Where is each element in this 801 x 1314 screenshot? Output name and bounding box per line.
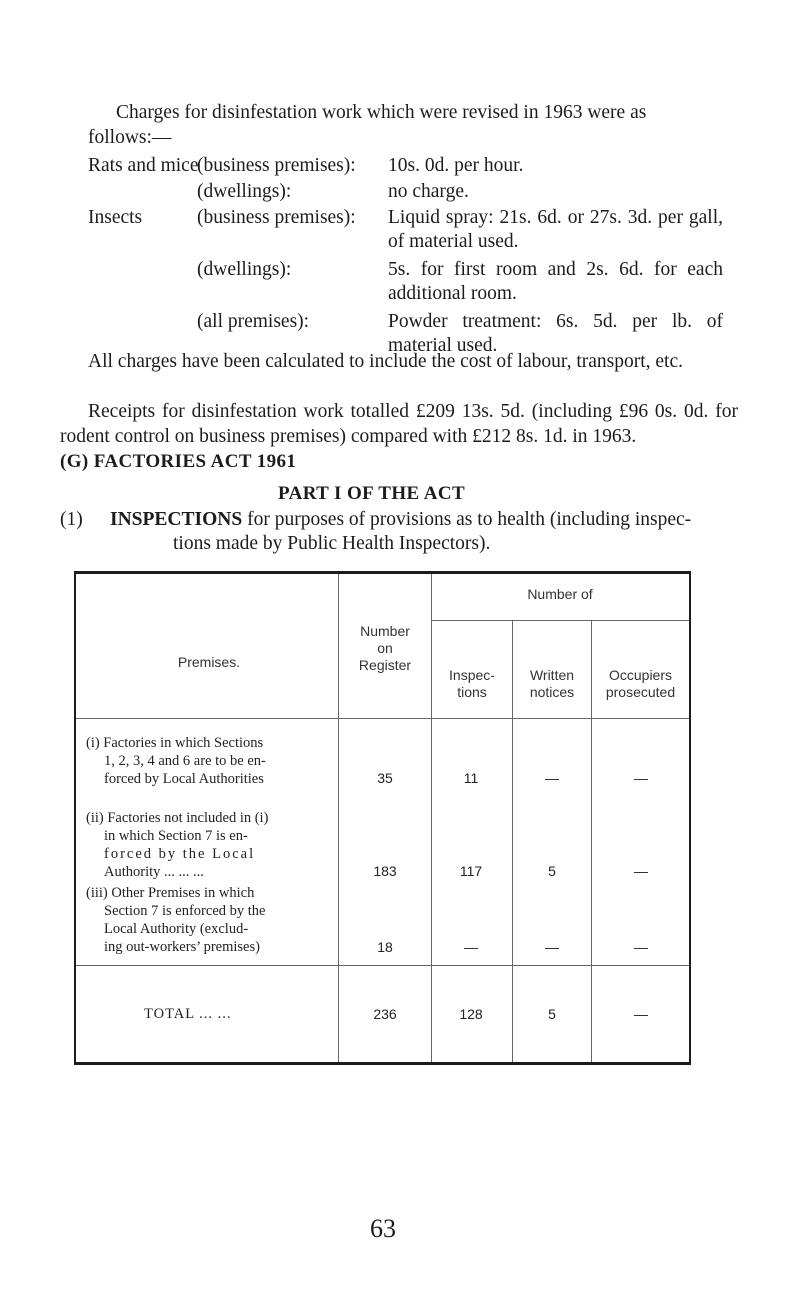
charge-amount: 10s. 0d. per hour.	[388, 155, 524, 176]
intro-paragraph	[88, 100, 728, 150]
row-inspections: 117	[459, 863, 483, 879]
header-inspections-line: tions	[457, 684, 487, 700]
total-top-rule	[76, 965, 689, 966]
row-register: 183	[373, 863, 397, 879]
row-label-line: forced by Local Authorities	[104, 771, 264, 787]
total-occupiers-prosecuted: —	[634, 1006, 648, 1022]
paragraph-receipts	[60, 399, 738, 449]
paragraph-charges	[60, 349, 738, 374]
charge-premises: (dwellings):	[197, 181, 292, 202]
table-top-rule	[74, 571, 691, 574]
inspections-line-1	[110, 508, 740, 532]
row-label-line: ing out-workers’ premises)	[104, 939, 260, 955]
intro-line-2: follows:—	[88, 127, 172, 148]
inspections-text-1: for purposes of provisions as to health (including inspec-	[247, 509, 692, 530]
charge-row	[88, 154, 738, 178]
header-written-line: Written	[529, 667, 575, 683]
charge-row	[88, 180, 738, 204]
table-left-rule	[74, 571, 76, 1065]
total-written-notices: 5	[548, 1006, 556, 1022]
header-occupiers-prosecuted	[592, 667, 689, 701]
row-label-line: Section 7 is enforced by the	[104, 903, 266, 919]
charge-amount: Liquid spray: 21s. 6d. or 27s. 3d. per gall, of material used.	[388, 207, 723, 252]
total-register: 236	[373, 1006, 397, 1022]
charge-category: Rats and mice	[88, 155, 199, 176]
table-row-label	[86, 884, 331, 956]
row-label-line: in which Section 7 is en-	[104, 828, 248, 844]
total-inspections: 128	[459, 1006, 483, 1022]
row-label-line: (iii) Other Premises in which	[86, 885, 255, 901]
header-written-notices	[513, 667, 591, 701]
charge-premises: (all premises):	[197, 311, 310, 332]
intro-line-1: Charges for disinfestation work which were revised in 1963 were as	[116, 102, 647, 123]
total-label: TOTAL ... ...	[144, 1006, 232, 1022]
header-premises: Premises.	[177, 654, 241, 670]
part-heading: PART I OF THE ACT	[278, 483, 466, 504]
inspections-line-2: tions made by Public Health Inspectors).	[173, 533, 491, 554]
header-written-line: notices	[529, 684, 575, 700]
row-label-line: Local Authority (exclud-	[104, 921, 249, 937]
inspections-heading	[60, 508, 740, 556]
table-row-label	[86, 734, 331, 788]
table-bottom-rule	[74, 1062, 691, 1065]
page-number: 63	[370, 1214, 396, 1243]
header-inspections	[432, 667, 512, 701]
charge-premises: (dwellings):	[197, 259, 292, 280]
row-label-line: (ii) Factories not included in (i)	[86, 810, 269, 826]
row-label-line: (i) Factories in which Sections	[86, 735, 264, 751]
header-subrule	[431, 620, 689, 621]
charges-list	[88, 154, 738, 358]
table-row-label	[86, 809, 331, 881]
column-divider	[431, 574, 432, 1062]
header-register-line: Number	[360, 623, 410, 639]
row-occupiers-prosecuted: —	[634, 863, 648, 879]
paragraph-receipts-text: Receipts for disinfestation work totalled £209 13s. 5d. (including £96 0s. 0d. for rodent control on business premises) compared with £212 8s. 1d. in 1963.	[60, 401, 738, 447]
row-occupiers-prosecuted: —	[634, 939, 648, 955]
row-inspections: —	[464, 939, 478, 955]
inspections-number: (1)	[60, 509, 83, 530]
header-register	[339, 623, 431, 674]
header-bottom-rule	[76, 718, 689, 719]
header-occupiers-line: Occupiers	[608, 667, 673, 683]
factories-inspections-table	[74, 571, 691, 1065]
inspections-title: INSPECTIONS	[110, 509, 243, 530]
row-inspections: 11	[463, 770, 479, 786]
row-register: 35	[377, 770, 393, 786]
paragraph-charges-text: All charges have been calculated to include the cost of labour, transport, etc.	[88, 351, 684, 372]
charge-category: Insects	[88, 207, 143, 228]
charge-premises: (business premises):	[197, 207, 356, 228]
row-register: 18	[377, 939, 393, 955]
row-written-notices: 5	[548, 863, 556, 879]
charge-amount: no charge.	[388, 181, 469, 202]
row-written-notices: —	[545, 770, 559, 786]
row-occupiers-prosecuted: —	[634, 770, 648, 786]
charge-premises: (business premises):	[197, 155, 356, 176]
row-written-notices: —	[545, 939, 559, 955]
header-occupiers-line: prosecuted	[605, 684, 676, 700]
table-right-rule	[689, 571, 691, 1065]
charge-row	[88, 258, 738, 306]
header-inspections-line: Inspec-	[449, 667, 495, 683]
row-label-line: Authority ... ... ...	[104, 864, 204, 880]
section-heading: (G) FACTORIES ACT 1961	[60, 451, 297, 472]
charge-row	[88, 206, 738, 254]
header-register-line: Register	[358, 657, 412, 673]
charge-amount: 5s. for first room and 2s. 6d. for each additional room.	[388, 259, 723, 304]
row-label-line: forced by the Local	[104, 846, 256, 862]
charge-amount: Powder treatment: 6s. 5d. per lb. of material used.	[388, 311, 723, 356]
row-label-line: 1, 2, 3, 4 and 6 are to be en-	[104, 753, 266, 769]
header-register-line: on	[377, 640, 393, 656]
header-number-of: Number of	[527, 586, 593, 602]
